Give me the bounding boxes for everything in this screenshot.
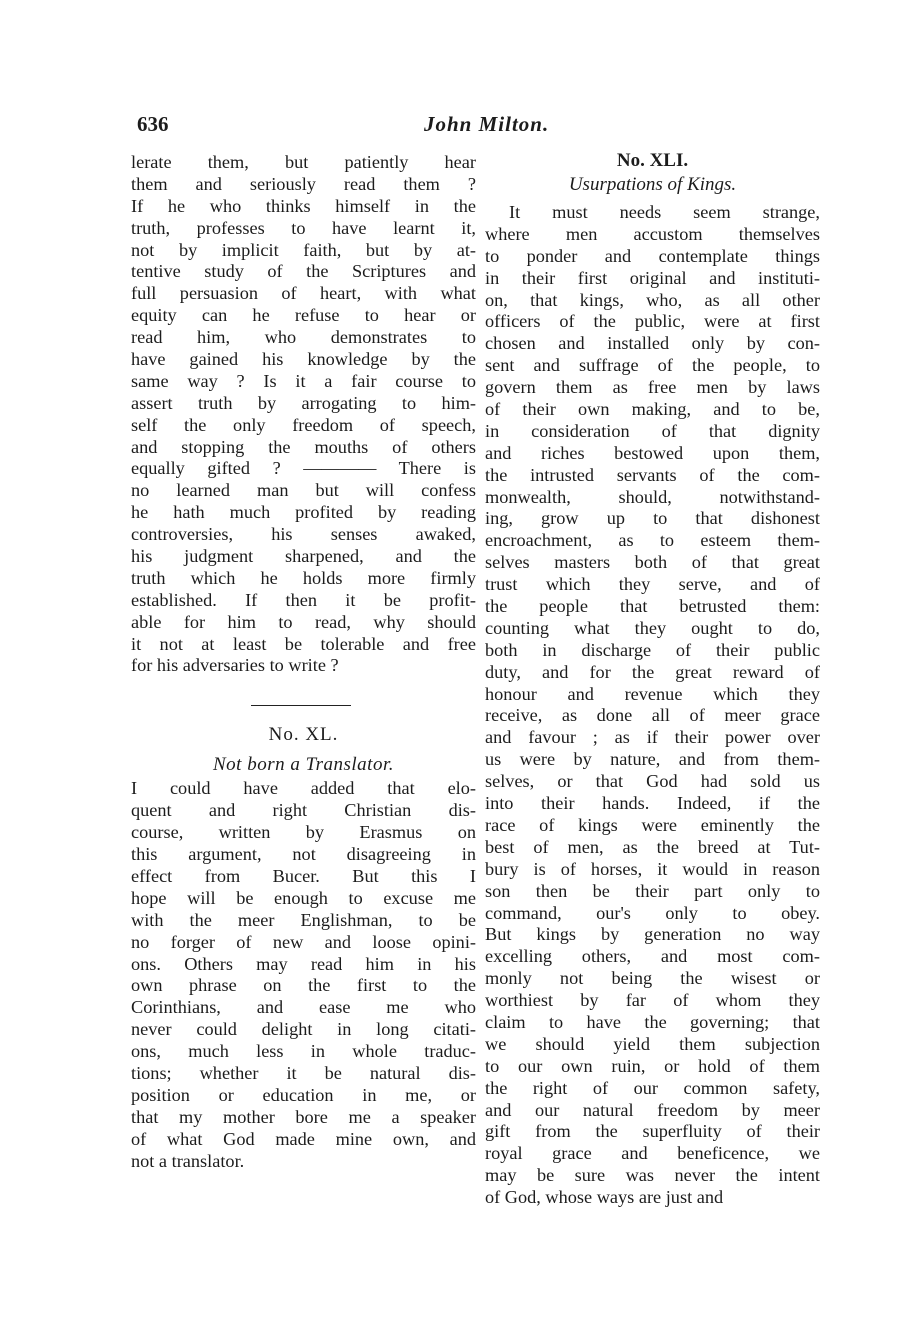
right-column xyxy=(485,150,820,1209)
text-line: to ponder and contemplate things xyxy=(485,245,820,266)
text-line: both in discharge of their public xyxy=(485,639,820,660)
text-line: selves masters both of that great xyxy=(485,552,820,573)
text-line: monwealth, should, notwithstand- xyxy=(485,486,820,507)
text-line: own phrase on the first to the xyxy=(131,975,476,996)
text-line: not a translator. xyxy=(131,1150,245,1171)
section-title-xli: Usurpations of Kings. xyxy=(568,174,737,195)
text-line: into their hands. Indeed, if the xyxy=(485,793,820,814)
text-line: ons, much less in whole traduc- xyxy=(131,1041,476,1062)
text-line: he hath much profited by reading xyxy=(131,502,476,523)
text-line: truth, professes to have learnt it, xyxy=(131,217,476,238)
text-line: in their first original and instituti- xyxy=(485,267,820,288)
left-paragraph-2 xyxy=(131,778,476,1172)
text-line: no forger of new and loose opini- xyxy=(131,931,476,952)
text-line: It must needs seem strange, xyxy=(509,202,820,222)
text-line: of what God made mine own, and xyxy=(131,1128,476,1149)
text-line: tentive study of the Scriptures and xyxy=(131,261,476,282)
text-line: may be sure was never the intent xyxy=(485,1165,820,1186)
text-line: quent and right Christian dis- xyxy=(131,800,476,821)
text-line: we should yield them subjection xyxy=(485,1033,820,1054)
text-line: truth which he holds more firmly xyxy=(131,567,476,588)
text-line: in consideration of that dignity xyxy=(485,420,820,441)
text-line: govern them as free men by laws xyxy=(485,377,820,398)
text-line: ons. Others may read him in his xyxy=(131,953,476,974)
text-line: and riches bestowed upon them, xyxy=(485,442,820,463)
text-line: race of kings were eminently the xyxy=(485,814,820,835)
text-line: controversies, his senses awaked, xyxy=(131,524,476,545)
text-line: for his adversaries to write ? xyxy=(131,655,339,676)
text-line: position or education in me, or xyxy=(131,1084,476,1105)
text-line: full persuasion of heart, with what xyxy=(131,283,476,304)
text-line: equally gifted ? ———— There is xyxy=(131,458,476,479)
text-line: duty, and for the great reward of xyxy=(485,661,820,682)
text-line: self the only freedom of speech, xyxy=(131,414,476,435)
section-divider xyxy=(251,705,351,706)
text-line: gift from the superfluity of their xyxy=(485,1121,820,1142)
text-line: no learned man but will confess xyxy=(131,480,476,501)
text-line: selves, or that God had sold us xyxy=(485,771,820,792)
text-line: on, that kings, who, as all other xyxy=(485,289,820,310)
text-line: the people that betrusted them: xyxy=(485,596,820,617)
text-line: this argument, not disagreeing in xyxy=(131,844,476,865)
text-line: officers of the public, were at first xyxy=(485,311,820,332)
text-line: honour and revenue which they xyxy=(485,683,820,704)
text-line: where men accustom themselves xyxy=(485,223,820,244)
page-number: 636 xyxy=(137,112,169,136)
text-line: encroachment, as to esteem them- xyxy=(485,530,820,551)
text-line: sent and suffrage of the people, to xyxy=(485,355,820,376)
running-head: John Milton. xyxy=(424,112,550,136)
text-line: and favour ; as if their power over xyxy=(485,727,820,748)
text-line: able for him to read, why should xyxy=(131,611,476,632)
text-line: Corinthians, and ease me who xyxy=(131,997,476,1018)
text-line: I could have added that elo- xyxy=(131,778,476,799)
text-line: same way ? Is it a fair course to xyxy=(131,370,476,391)
section-number-xli: No. XLI. xyxy=(616,150,689,171)
text-line: never could delight in long citati- xyxy=(131,1019,476,1040)
text-line: ing, grow up to that dishonest xyxy=(485,508,820,529)
text-line: excelling others, and most com- xyxy=(485,946,820,967)
text-line: tions; whether it be natural dis- xyxy=(131,1062,476,1083)
text-line: course, written by Erasmus on xyxy=(131,822,476,843)
section-title-xl: Not born a Translator. xyxy=(213,754,394,776)
text-line: not by implicit faith, but by at- xyxy=(131,239,476,260)
text-line: command, our's only to obey. xyxy=(485,902,820,923)
text-line: of their own making, and to be, xyxy=(485,399,820,420)
text-line: trust which they serve, and of xyxy=(485,574,820,595)
text-line: But kings by generation no way xyxy=(485,924,820,945)
text-line: them and seriously read them ? xyxy=(131,173,476,194)
text-line: have gained his knowledge by the xyxy=(131,349,476,370)
text-line: of God, whose ways are just and xyxy=(485,1187,724,1208)
text-line: read him, who demonstrates to xyxy=(131,327,476,348)
text-line: to our own ruin, or hold of them xyxy=(485,1055,820,1076)
text-line: best of men, as the breed at Tut- xyxy=(485,836,820,857)
text-line: us were by nature, and from them- xyxy=(485,749,820,770)
left-paragraph-1 xyxy=(131,152,476,677)
page-header xyxy=(0,112,902,142)
right-paragraph xyxy=(485,202,820,1209)
text-line: bury is of horses, it would in reason xyxy=(485,858,820,879)
left-column xyxy=(131,152,476,1172)
text-line: the right of our common safety, xyxy=(485,1077,820,1098)
text-line: hope will be enough to excuse me xyxy=(131,887,476,908)
text-line: effect from Bucer. But this I xyxy=(131,865,476,886)
text-line: and our natural freedom by meer xyxy=(485,1099,820,1120)
text-line: son then be their part only to xyxy=(485,880,820,901)
text-line: receive, as done all of meer grace xyxy=(485,705,820,726)
text-line: claim to have the governing; that xyxy=(485,1011,820,1032)
text-line: his judgment sharpened, and the xyxy=(131,546,476,567)
text-line: that my mother bore me a speaker xyxy=(131,1106,476,1127)
text-line: If he who thinks himself in the xyxy=(131,195,476,216)
text-line: equity can he refuse to hear or xyxy=(131,305,476,326)
text-line: chosen and installed only by con- xyxy=(485,333,820,354)
section-number-xl: No. XL. xyxy=(268,724,339,746)
text-line: the intrusted servants of the com- xyxy=(485,464,820,485)
text-line: lerate them, but patiently hear xyxy=(131,152,476,172)
text-line: it not at least be tolerable and free xyxy=(131,633,476,654)
text-line: monly not being the wisest or xyxy=(485,968,820,989)
text-line: established. If then it be profit- xyxy=(131,589,476,610)
text-line: with the meer Englishman, to be xyxy=(131,909,476,930)
text-line: assert truth by arrogating to him- xyxy=(131,392,476,413)
text-line: and stopping the mouths of others xyxy=(131,436,476,457)
text-line: counting what they ought to do, xyxy=(485,617,820,638)
text-line: worthiest by far of whom they xyxy=(485,990,820,1011)
text-line: royal grace and beneficence, we xyxy=(485,1143,820,1164)
